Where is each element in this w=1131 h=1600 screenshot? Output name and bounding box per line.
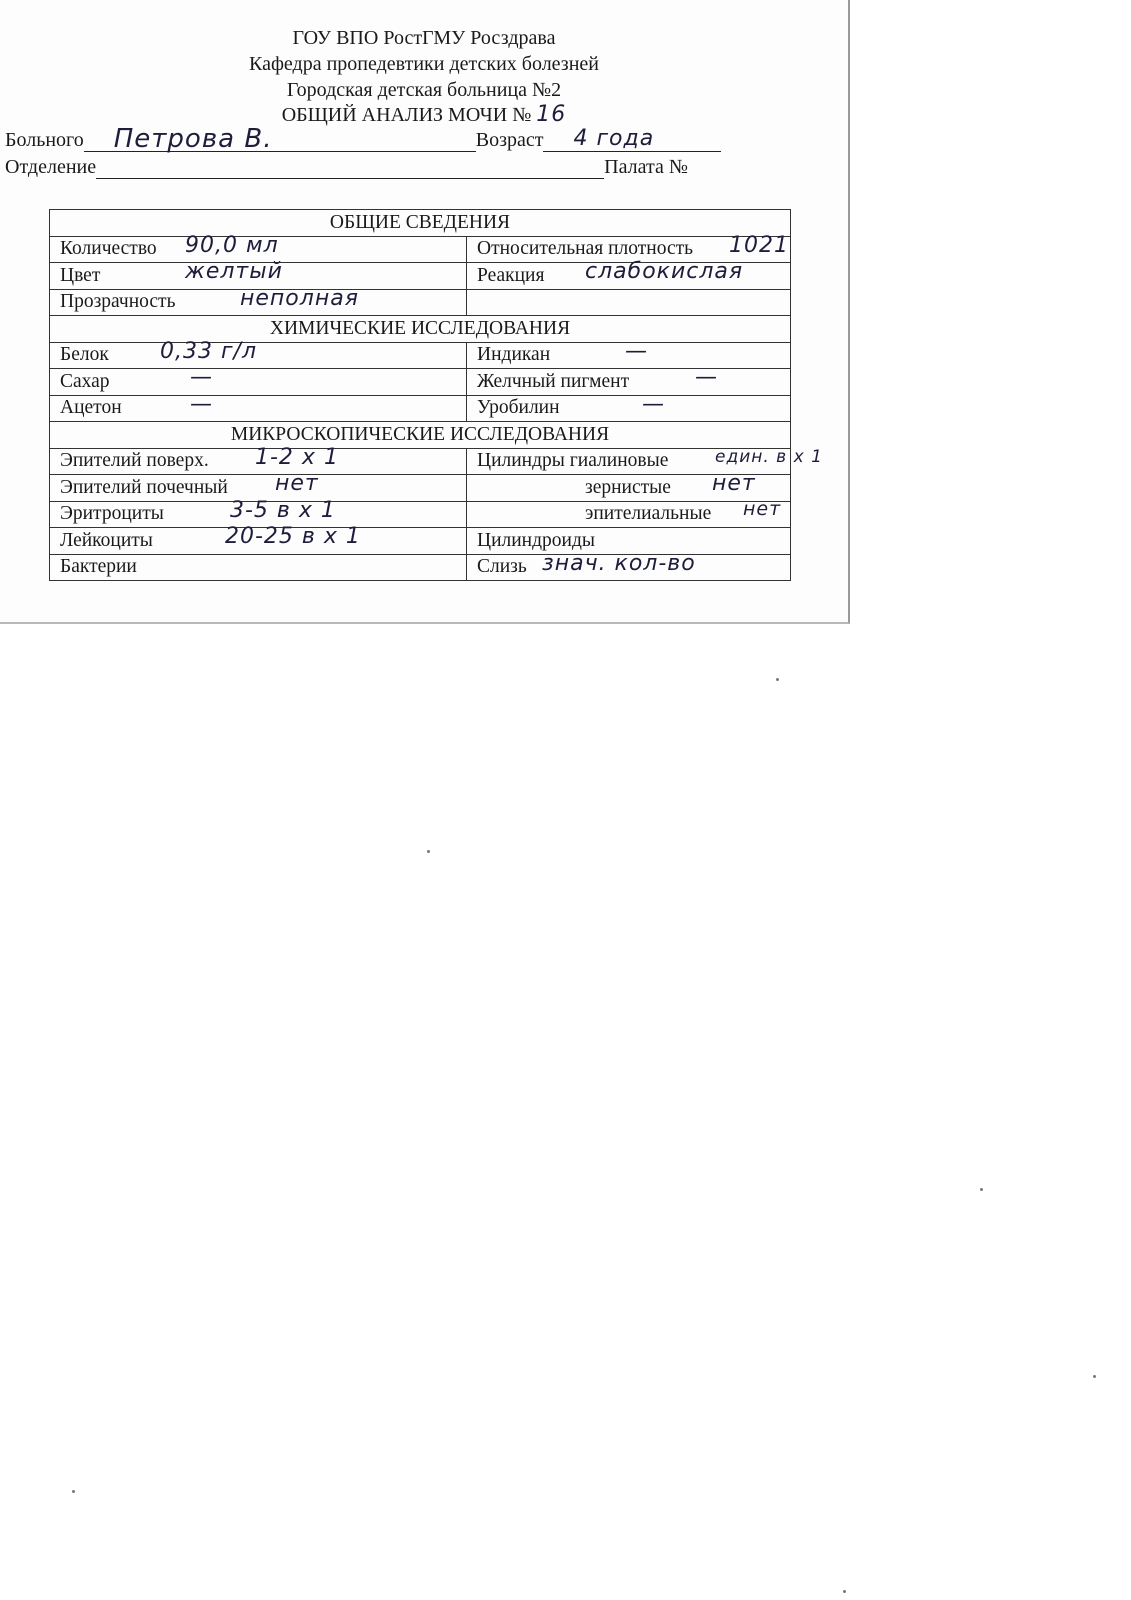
institution-name: ГОУ ВПО РостГМУ Росздрава (292, 27, 556, 49)
granular-value: нет (712, 471, 756, 496)
scan-speck (980, 1188, 983, 1191)
bacteria-label: Бактерии (60, 556, 137, 578)
age-label: Возраст (475, 129, 544, 151)
section-chemical: ХИМИЧЕСКИЕ ИССЛЕДОВАНИЯ (50, 316, 791, 343)
leukocytes-value: 20-25 в х 1 (225, 524, 361, 549)
epithelial-cylinders-label: эпителиальные (585, 503, 712, 525)
cell-epithelium-surface (50, 444, 467, 475)
color-value: желтый (185, 259, 283, 284)
epithelium-renal-label: Эпителий почечный (60, 476, 228, 498)
epithelium-surface-label: Эпителий поверх. (60, 450, 209, 472)
density-label: Относительная плотность (477, 238, 694, 260)
scan-speck (427, 850, 430, 853)
scan-speck (1093, 1375, 1096, 1378)
cell-reaction (467, 259, 791, 290)
epithelium-surface-value: 1-2 х 1 (255, 444, 339, 470)
epithelium-renal-value: нет (275, 471, 319, 496)
quantity-value: 90,0 мл (185, 232, 279, 258)
age-value: 4 года (573, 126, 655, 151)
color-label: Цвет (60, 264, 101, 286)
urobilin-value: — (642, 391, 665, 417)
bile-label: Желчный пигмент (477, 370, 630, 392)
ward-department-label: Отделение (5, 156, 97, 178)
cell-granular (467, 471, 791, 502)
hospital-name: Городская детская больница №2 (286, 79, 562, 101)
cell-protein (50, 338, 467, 369)
erythrocytes-label: Эритроциты (60, 503, 164, 525)
patient-name-value: Петрова В. (113, 124, 273, 154)
density-value: 1021 (729, 232, 789, 258)
cell-empty (467, 289, 791, 316)
reaction-label: Реакция (477, 264, 545, 286)
patient-name-label: Больного (5, 129, 84, 151)
patient-name-field (84, 124, 476, 154)
urobilin-label: Уробилин (477, 397, 560, 419)
indican-value: — (625, 338, 648, 364)
indican-label: Индикан (477, 344, 551, 366)
clarity-label: Прозрачность (60, 291, 176, 313)
form-title-text: ОБЩИЙ АНАЛИЗ МОЧИ № (281, 104, 532, 126)
department-row (5, 155, 688, 179)
scan-speck (776, 678, 779, 681)
mucus-value: знач. кол-во (542, 550, 696, 576)
mucus-label: Слизь (477, 556, 527, 578)
cell-indican (467, 338, 791, 369)
age-field (543, 126, 721, 152)
protein-label: Белок (60, 344, 109, 366)
analysis-table (49, 209, 823, 581)
cell-sugar (50, 365, 467, 396)
ward-department-field (96, 156, 604, 179)
acetone-label: Ацетон (60, 397, 122, 419)
ward-number-label: Палата № (604, 156, 688, 178)
scan-speck (843, 1590, 846, 1593)
cell-urobilin (467, 391, 791, 422)
leukocytes-label: Лейкоциты (60, 529, 153, 551)
department-name: Кафедра пропедевтики детских болезней (249, 53, 599, 75)
cylinders-hyaline-value: един. в х 1 (715, 446, 823, 467)
form-number: 16 (536, 102, 567, 127)
section-general: ОБЩИЕ СВЕДЕНИЯ (50, 210, 791, 237)
cell-acetone (50, 391, 467, 422)
cell-mucus (467, 550, 791, 581)
sugar-label: Сахар (60, 370, 110, 392)
sugar-value: — (190, 365, 213, 390)
patient-row (5, 124, 721, 154)
erythrocytes-value: 3-5 в х 1 (230, 497, 336, 523)
reaction-value: слабокислая (585, 259, 744, 284)
protein-value: 0,33 г/л (160, 338, 258, 364)
cylinders-hyaline-label: Цилиндры гиалиновые (477, 450, 669, 472)
analysis-form-sheet (0, 0, 850, 624)
quantity-label: Количество (60, 238, 157, 260)
cell-epithelial-cylinders (467, 497, 791, 528)
clarity-value: неполная (240, 285, 359, 311)
cell-bile (467, 365, 791, 396)
section-microscopic: МИКРОСКОПИЧЕСКИЕ ИССЛЕДОВАНИЯ (50, 422, 791, 449)
acetone-value: — (190, 391, 213, 417)
granular-label: зернистые (585, 476, 671, 498)
bile-value: — (695, 365, 718, 390)
scan-speck (72, 1490, 75, 1493)
epithelial-cylinders-value: нет (743, 497, 782, 520)
cell-bacteria (50, 554, 467, 581)
cylindroids-label: Цилиндроиды (477, 529, 595, 551)
cell-leukocytes (50, 524, 467, 555)
cell-clarity (50, 285, 467, 316)
